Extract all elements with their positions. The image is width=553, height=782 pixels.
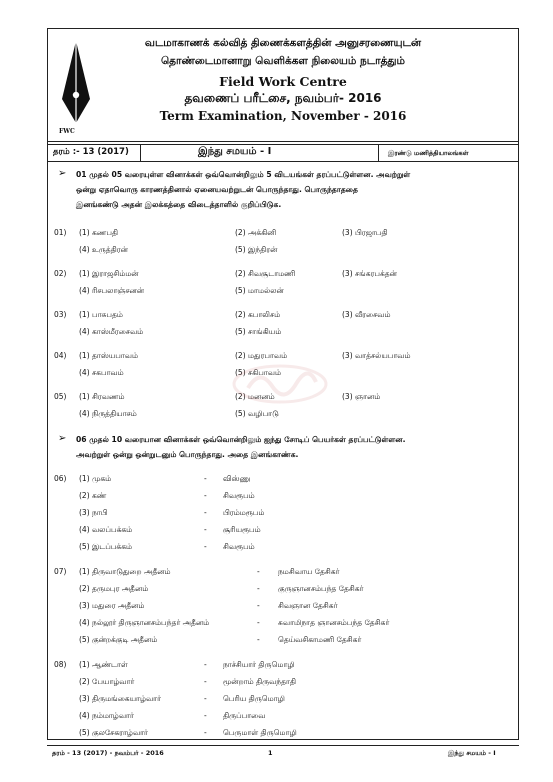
footer-left: தரம் - 13 (2017) - நவம்பர் - 2016 [52,749,164,757]
pair-left: (5) குலசேகராழ்வார் [79,728,148,737]
question-number: 06) [54,474,67,483]
option: (4) நிருத்தியாசம் [79,409,137,418]
divider [140,145,141,161]
question-number: 04) [54,351,67,360]
pair-right: சிவரூபம் [223,542,255,551]
pair-dash: - [257,635,260,644]
watermark-logo-icon [230,362,330,406]
instruction-b-line2: அவற்றுள் ஒன்று ஒன்றுடனும் பொருந்தாது. அதை இனங்காண்க. [76,450,299,459]
option: (5) சகிபாவம் [235,368,282,377]
header-line-1: வடமாகாணக் கல்வித் திணைக்களத்தின் அனுசரணையுடன் [144,37,422,49]
pair-dash: - [257,584,260,593]
option: (4) உருத்திரன் [79,245,128,254]
pair-left: (4) நம்மாழ்வார் [79,711,134,720]
option: (4) காஸ்மீரசைவம் [79,327,144,336]
option: (2) சிவசூடாமணி [235,269,296,278]
grade-label: தரம் :- 13 (2017) [53,147,129,157]
pair-left: (2) தருமபுர அதீனம் [79,584,149,593]
pair-right: பிரம்மரூபம் [223,508,265,517]
option: (5) மாமல்லன் [235,286,284,295]
header-line-3: Field Work Centre [219,74,347,89]
pair-dash: - [204,474,207,483]
instruction-a-line1: 01 முதல் 05 வரையுள்ள வினாக்கள் ஒவ்வொன்றிலும் 5 விடயங்கள் தரப்பட்டுள்ளன. அவற்றுள் [76,170,411,179]
duration-label: இரண்டு மணித்தியாலங்கள் [388,149,469,157]
pair-right: நமசிவாய தேசிகர் [278,567,340,576]
option: (2) அக்கினி [235,228,277,237]
pair-right: தெய்வசிகாமணி தேசிகர் [278,635,362,644]
pair-left: (1) முகம் [79,474,112,483]
pair-dash: - [204,677,207,686]
question-number: 08) [54,660,67,669]
footer-divider [47,745,519,746]
header-line-4: தவணைப் பரீட்சை, நவம்பர்- 2016 [184,91,382,105]
question-number: 03) [54,310,67,319]
page-number: 1 [268,749,273,757]
pair-right: மூன்றாம் திருவந்தாதி [223,677,297,686]
option: (4) சகபாவம் [79,368,124,377]
divider [378,145,379,161]
header-line-2: தொண்டைமானாறு வெளிக்கள நிலையம் நடாத்தும் [160,55,405,67]
pair-right: சுவாமிநாத ஞானசம்பந்த தேசிகர் [278,618,390,627]
pair-left: (4) வலப்பக்கம் [79,525,133,534]
pair-dash: - [204,491,207,500]
option: (1) பாசுபதம் [79,310,123,319]
pair-left: (2) பேயாழ்வார் [79,677,135,686]
option: (5) சாங்கியம் [235,327,282,336]
instruction-a-line2: ஒன்று ஏதாவொரு காரணத்தினால் ஏனையவற்றுடன் பொருந்தாது. பொருந்தாததை [76,185,358,194]
pair-dash: - [204,711,207,720]
pair-left: (5) இடப்பக்கம் [79,542,133,551]
pair-left: (3) திருமங்கையாழ்வார் [79,694,162,703]
option: (4) ரிசபலாஞ்சனன் [79,286,145,295]
pair-left: (3) நாபி [79,508,108,517]
instruction-a-line3: இனங்கண்டு அதன் இலக்கத்தை விடைத்தாளில் குறிப்பிடுக. [76,200,282,209]
option: (2) மனனம் [235,392,275,401]
question-number: 02) [54,269,67,278]
pair-dash: - [204,728,207,737]
pair-dash: - [204,694,207,703]
pair-left: (2) கண் [79,491,107,500]
option: (5) இந்திரன் [235,245,278,254]
pair-right: சிவரூபம் [223,491,255,500]
subject-label: இந்து சமயம் - I [198,146,272,157]
pair-dash: - [257,567,260,576]
pair-left: (1) திருவாடுதுறை அதீனம் [79,567,171,576]
pair-right: விஸ்ணு [223,474,251,483]
option: (1) இராஜசிம்மன் [79,269,139,278]
option: (2) கபாலிசம் [235,310,281,319]
pair-dash: - [204,508,207,517]
pair-right: சூரியரூபம் [223,525,261,534]
question-number: 07) [54,567,67,576]
pair-right: திருப்பாவை [223,711,266,720]
option: (1) தாஸ்யபாவம் [79,351,139,360]
option: (3) சங்கரபக்தன் [342,269,397,278]
pair-right: சிவஞான தேசிகர் [278,601,338,610]
pair-right: பெருமாள் திருமொழி [223,728,297,737]
footer-right: இந்து சமயம் - I [448,749,496,757]
option: (5) வழிபாடு [235,409,279,418]
option: (3) வாத்சல்யபாவம் [342,351,411,360]
pair-right: நாச்சியார் திருமொழி [223,660,295,669]
option: (1) கணபதி [79,228,119,237]
header-line-5: Term Examination, November - 2016 [159,109,407,123]
instruction-b-line1: 06 முதல் 10 வரையான வினாக்கள் ஒவ்வொன்றிலும் ஐந்து சோடிப் பெயர்கள் தரப்பட்டுள்ளன. [76,435,406,444]
bullet-icon: ➢ [58,168,67,179]
bullet-icon: ➢ [58,433,67,444]
option: (2) மதுரபாவம் [235,351,288,360]
pair-left: (1) ஆண்டாள் [79,660,128,669]
pair-left: (4) நல்லூர் திருஞானசம்பந்தர் அதீனம் [79,618,210,627]
info-bar [48,144,518,162]
pair-dash: - [204,525,207,534]
pair-left: (3) மதுரை அதீனம் [79,601,145,610]
question-number: 01) [54,228,67,237]
pair-dash: - [204,660,207,669]
option: (1) சிரவணம் [79,392,125,401]
pair-right: குருஞானசம்பந்த தேசிகர் [278,584,364,593]
pair-dash: - [204,542,207,551]
pair-dash: - [257,601,260,610]
option: (3) பிரஜாபதி [342,228,388,237]
pair-left: (5) குன்றக்குடி அதீனம் [79,635,158,644]
header [48,29,518,142]
option: (3) ஞானம் [342,392,381,401]
pair-dash: - [257,618,260,627]
option: (3) வீரசைவம் [342,310,391,319]
logo-label: FWC [59,128,75,135]
pair-right: பெரிய திருமொழி [223,694,285,703]
question-number: 05) [54,392,67,401]
